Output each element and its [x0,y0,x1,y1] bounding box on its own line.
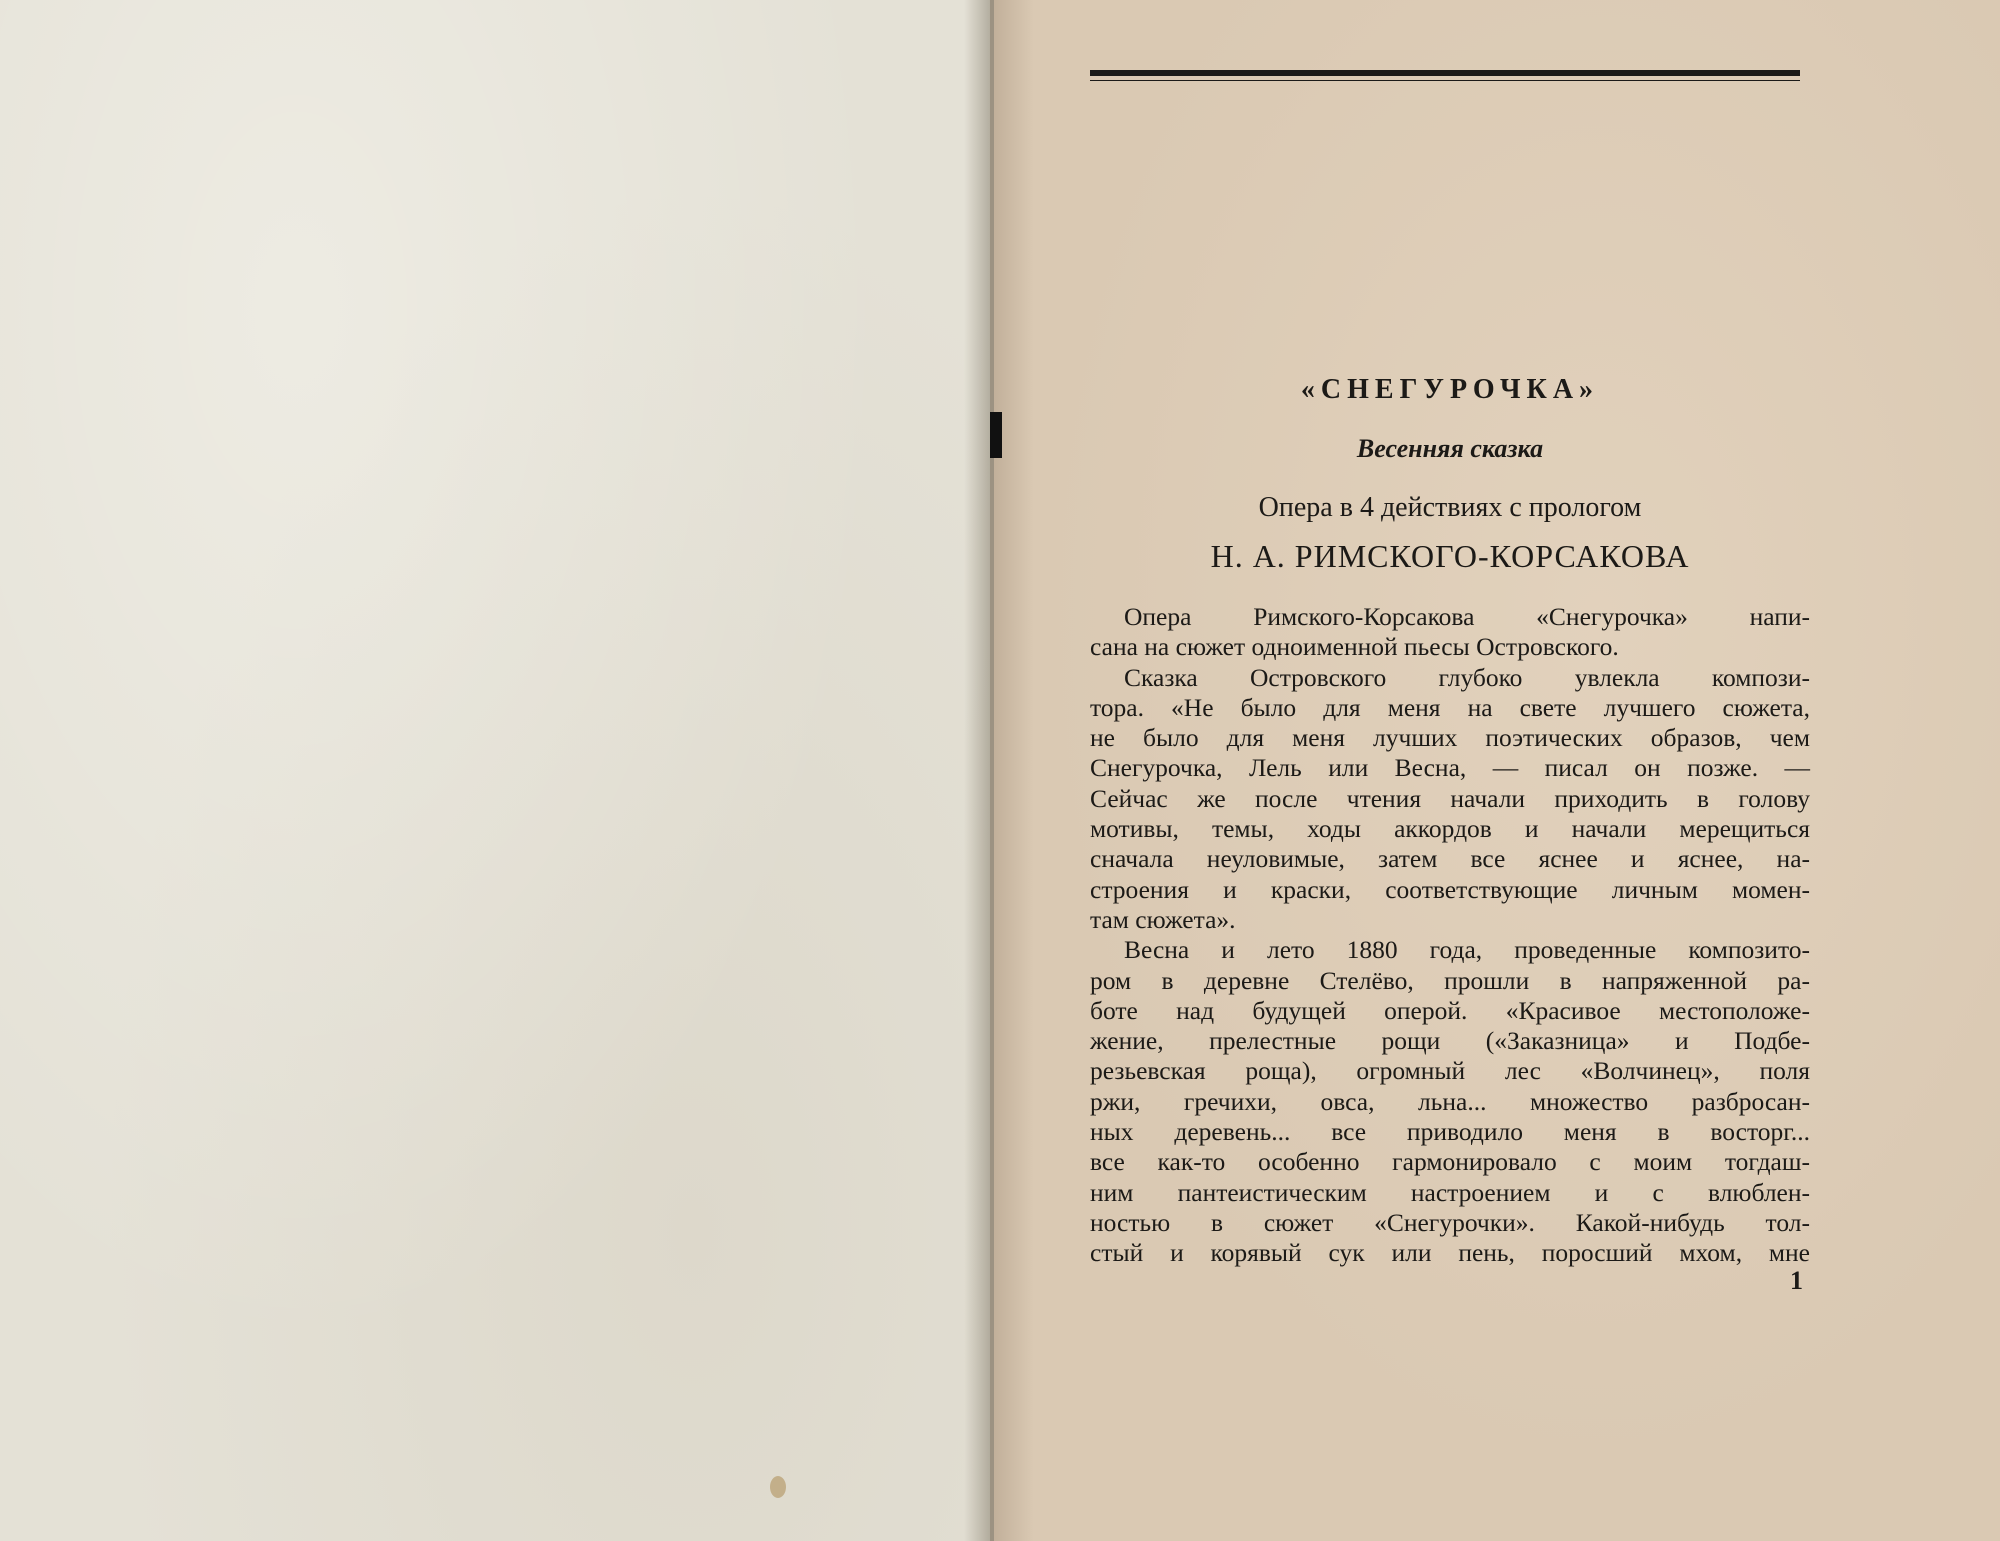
body-line: не было для меня лучших поэтических образов, чем [1090,723,1810,753]
body-line: резьевская роща), огромный лес «Волчинец», поля [1090,1056,1810,1086]
body-line: ржи, гречихи, овса, льна... множество разбросан- [1090,1086,1810,1116]
body-line: сана на сюжет одноименной пьесы Островского. [1090,632,1619,662]
top-rule [1090,70,1800,76]
page-number: 1 [1790,1266,1803,1295]
body-line: ром в деревне Стелёво, прошли в напряженной ра- [1090,965,1810,995]
fold-shadow [964,0,990,1541]
binding-mark [990,412,1002,458]
right-page-content [1090,370,1810,1269]
body-line: Сейчас же после чтения начали приходить в голову [1090,783,1810,813]
body-line: Опера Римского-Корсакова «Снегурочка» напи- [1124,602,1810,631]
body-line: Снегурочка, Лель или Весна, — писал он позже. — [1090,753,1810,783]
paper-stain [770,1476,786,1498]
body-line: ных деревень... все приводило меня в восторг... [1090,1117,1810,1147]
opera-description: Опера в 4 действиях с прологом [1258,492,1642,523]
composer-name: Н. А. РИМСКОГО-КОРСАКОВА [1210,538,1690,574]
body-line: Весна и лето 1880 года, проведенные композито- [1124,935,1810,965]
page-subtitle: Весенняя сказка [1356,434,1544,463]
body-text [1090,602,1810,1269]
body-line: боте над будущей оперой. «Красивое местоположе- [1090,995,1810,1025]
body-line: стый и корявый сук или пень, поросший мхом, мне [1090,1238,1810,1268]
body-line: ностью в сюжет «Снегурочки». Какой-нибудь тол- [1090,1207,1810,1237]
body-line: мотивы, темы, ходы аккордов и начали мерещиться [1090,814,1810,844]
body-line: там сюжета». [1090,904,1236,934]
page-title: «СНЕГУРОЧКА» [1300,374,1600,405]
body-line: сначала неуловимые, затем все яснее и яснее, на- [1090,844,1810,874]
body-line: ним пантеистическим настроением и с влюблен- [1090,1177,1810,1207]
body-line: строения и краски, соответствующие личным момен- [1090,874,1810,904]
left-page-blank [0,0,990,1541]
body-line: Сказка Островского глубоко увлекла компози- [1124,662,1810,692]
body-line: тора. «Не было для меня на свете лучшего сюжета, [1090,692,1810,722]
body-line: жение, прелестные рощи («Заказница» и Подбе- [1090,1026,1810,1056]
body-line: все как-то особенно гармонировало с моим тогдаш- [1090,1147,1810,1177]
